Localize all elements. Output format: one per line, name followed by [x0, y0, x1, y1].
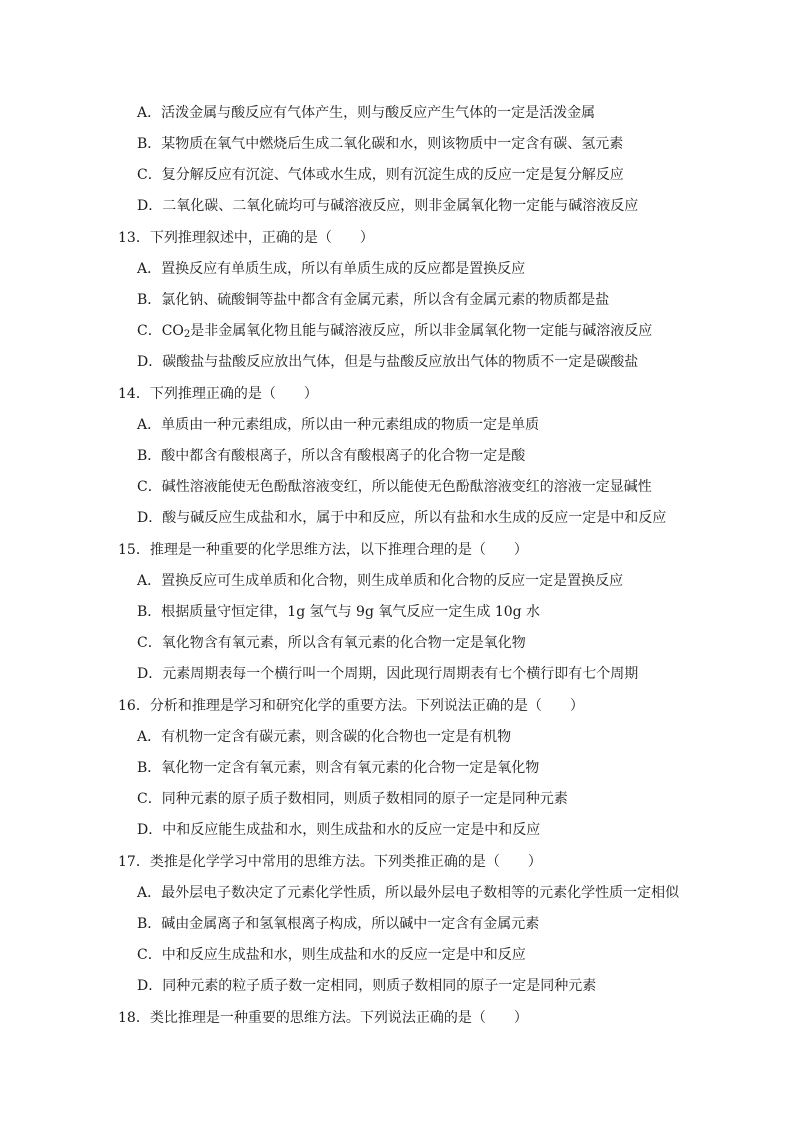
q13-option-a: A．置换反应有单质生成，所以有单质生成的反应都是置换反应	[137, 261, 526, 277]
q13-option-d: D．碳酸盐与盐酸反应放出气体，但是与盐酸反应放出气体的物质不一定是碳酸盐	[137, 354, 639, 370]
q17-option-d: D．同种元素的粒子质子数一定相同，则质子数相同的原子一定是同种元素	[137, 978, 597, 994]
q14-option-b: B．酸中都含有酸根离子，所以含有酸根离子的化合物一定是酸	[137, 448, 526, 464]
q16-option-a: A．有机物一定含有碳元素，则含碳的化合物也一定是有机物	[137, 729, 512, 745]
q14-option-c: C．碱性溶液能使无色酚酞溶液变红，所以能使无色酚酞溶液变红的溶液一定显碱性	[137, 479, 652, 495]
q13-option-c-subscript: 2	[183, 329, 191, 340]
q18-stem: 18．类比推理是一种重要的思维方法。下列说法正确的是（ ）	[118, 1010, 528, 1026]
q17-option-b: B．碱由金属离子和氢氧根离子构成，所以碱中一定含有金属元素	[137, 916, 540, 932]
q12-option-b: B．某物质在氧气中燃烧后生成二氧化碳和水，则该物质中一定含有碳、氢元素	[137, 136, 624, 152]
q14-stem: 14．下列推理正确的是（ ）	[118, 386, 318, 402]
q17-option-a: A．最外层电子数决定了元素化学性质，所以最外层电子数相等的元素化学性质一定相似	[137, 885, 680, 901]
q13-option-c	[137, 321, 652, 341]
q17-stem: 17．类推是化学学习中常用的思维方法。下列类推正确的是（ ）	[118, 854, 542, 870]
q15-option-b: B．根据质量守恒定律，1g 氢气与 9g 氧气反应一定生成 10g 水	[137, 604, 541, 620]
q13-option-b: B．氯化钠、硫酸铜等盐中都含有金属元素，所以含有金属元素的物质都是盐	[137, 292, 610, 308]
q15-stem: 15．推理是一种重要的化学思维方法，以下推理合理的是（ ）	[118, 542, 528, 558]
q16-option-b: B．氧化物一定含有氧元素，则含有氧元素的化合物一定是氧化物	[137, 760, 540, 776]
q17-option-c: C．中和反应生成盐和水，则生成盐和水的反应一定是中和反应	[137, 947, 526, 963]
q12-option-d: D．二氧化碳、二氧化硫均可与碱溶液反应，则非金属氧化物一定能与碱溶液反应	[137, 198, 639, 214]
q15-option-a: A．置换反应可生成单质和化合物，则生成单质和化合物的反应一定是置换反应	[137, 573, 624, 589]
q15-option-c: C．氧化物含有氧元素，所以含有氧元素的化合物一定是氧化物	[137, 635, 526, 651]
q16-stem: 16．分析和推理是学习和研究化学的重要方法。下列说法正确的是（ ）	[118, 698, 584, 714]
q13-option-c-text: 是非金属氧化物且能与碱溶液反应，所以非金属氧化物一定能与碱溶液反应	[190, 323, 653, 339]
q12-option-a: A．活泼金属与酸反应有气体产生，则与酸反应产生气体的一定是活泼金属	[137, 105, 596, 121]
q16-option-d: D．中和反应能生成盐和水，则生成盐和水的反应一定是中和反应	[137, 822, 541, 838]
q12-option-c: C．复分解反应有沉淀、气体或水生成，则有沉淀生成的反应一定是复分解反应	[137, 167, 624, 183]
q13-option-c-prefix: C．CO	[137, 323, 184, 339]
q14-option-a: A．单质由一种元素组成，所以由一种元素组成的物质一定是单质	[137, 417, 540, 433]
q15-option-d: D．元素周期表每一个横行叫一个周期，因此现行周期表有七个横行即有七个周期	[137, 666, 639, 682]
q16-option-c: C．同种元素的原子质子数相同，则质子数相同的原子一定是同种元素	[137, 791, 568, 807]
q13-stem: 13．下列推理叙述中，正确的是（ ）	[118, 230, 374, 246]
q14-option-d: D．酸与碱反应生成盐和水，属于中和反应，所以有盐和水生成的反应一定是中和反应	[137, 510, 667, 526]
